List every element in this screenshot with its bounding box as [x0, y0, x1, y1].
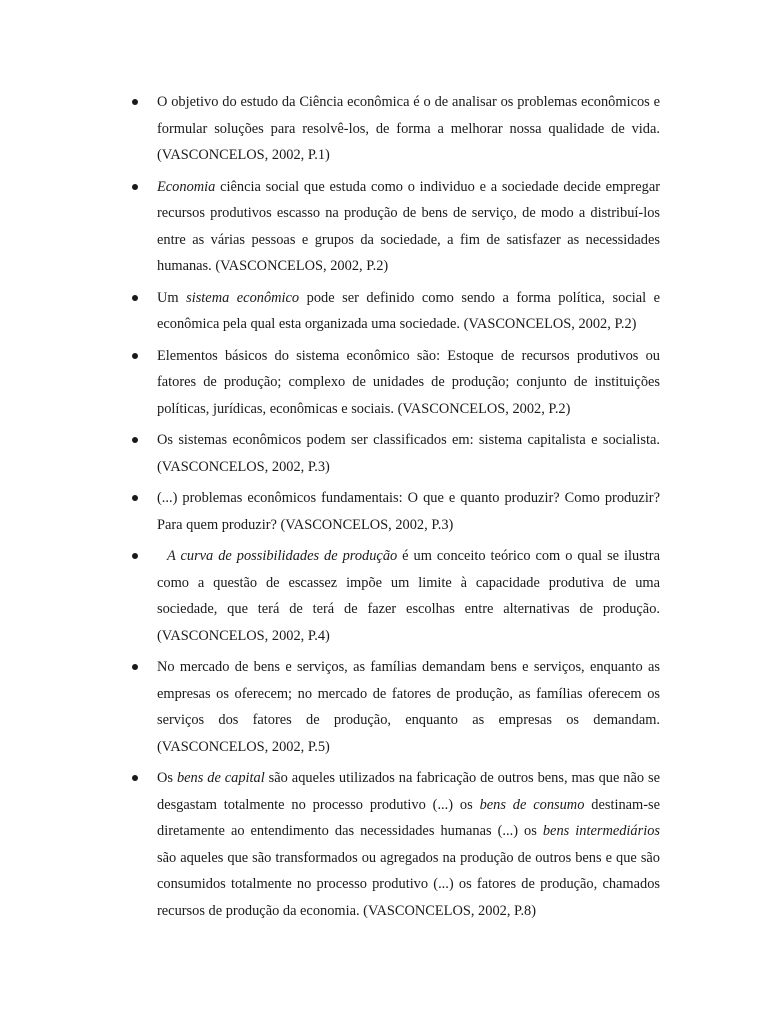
bullet-text [157, 770, 660, 919]
bullet-text [157, 432, 660, 475]
italic-term: bens de consumo [479, 796, 585, 813]
text-run: pode ser definido como sendo a forma política, social e econômica pela qual esta organizada uma sociedade. (VASCONCELOS, 2002, P.2) [157, 289, 660, 332]
text-run: ciência social que estuda como o individuo e a sociedade decide empregar recursos produtivos escasso na produção de bens de serviço, de modo a distribuí-los entre as várias pessoas e grupos da sociedade, a fim de satisfazer as necessidades humanas. (VASCONCELOS, 2002, P.2) [157, 178, 660, 274]
text-run: destinam-se diretamente ao entendimento das necessidades humanas (...) os [157, 796, 660, 839]
bullet-text [157, 290, 660, 333]
bullet-item [130, 89, 660, 169]
text-run: são aqueles utilizados na fabricação de outros bens, mas que não se desgastam totalmente no processo produtivo (...) os [157, 770, 661, 813]
text-run: Os sistemas econômicos podem ser classificados em: sistema capitalista e socialista. (VASCONCELOS, 2002, P.3) [157, 432, 660, 475]
bullet-text [157, 179, 660, 275]
bullet-item [130, 174, 660, 280]
italic-term: Economia [157, 178, 216, 195]
bullet-item [130, 654, 660, 760]
text-run: Elementos básicos do sistema econômico são: Estoque de recursos produtivos ou fatores de produção; complexo de unidades de produção; conjunto de instituições políticas, jurídicas, econômicas e sociais. (VASCONCELOS, 2002, P.2) [157, 347, 660, 417]
italic-term: A curva de possibilidades de produção [167, 548, 398, 564]
italic-term: bens de capital [176, 770, 265, 786]
bullet-item [130, 427, 660, 480]
text-run: são aqueles que são transformados ou agregados na produção de outros bens e que são consumidos totalmente no processo produtivo (...) os fatores de produção, chamados recursos de produção da economia. (VASCONCELOS, 2002, P.8) [157, 849, 660, 919]
bullet-item [130, 765, 660, 924]
bullet-text [157, 94, 660, 163]
bullet-text [157, 548, 660, 644]
bullet-item [130, 343, 660, 423]
italic-term: bens intermediários [542, 823, 661, 839]
bullet-text [157, 659, 660, 755]
text-run: (...) problemas econômicos fundamentais: O que e quanto produzir? Como produzir? Para quem produzir? (VASCONCELOS, 2002, P.3) [157, 490, 660, 533]
bullet-list [130, 89, 660, 924]
text-run: No mercado de bens e serviços, as famílias demandam bens e serviços, enquanto as empresas os oferecem; no mercado de fatores de produção, as famílias oferecem os serviços dos fatores de produção, enquanto as empresas os demandam. (VASCONCELOS, 2002, P.5) [157, 659, 660, 755]
bullet-text [157, 348, 660, 417]
text-run: Os [157, 770, 177, 786]
italic-term: sistema econômico [186, 289, 300, 306]
bullet-item [130, 485, 660, 538]
bullet-text [157, 490, 660, 533]
bullet-item [130, 543, 660, 649]
text-run: Um [157, 289, 187, 306]
text-run: é um conceito teórico com o qual se ilustra como a questão de escassez impõe um limite à capacidade produtiva de uma sociedade, que terá de terá de fazer escolhas entre alternativas de produção. (VASCONCELOS, 2002, P.4) [157, 548, 660, 644]
bullet-item [130, 285, 660, 338]
text-run: O objetivo do estudo da Ciência econômica é o de analisar os problemas econômicos e formular soluções para resolvê-los, de forma a melhorar nossa qualidade de vida. (VASCONCELOS, 2002, P.1) [157, 94, 660, 163]
